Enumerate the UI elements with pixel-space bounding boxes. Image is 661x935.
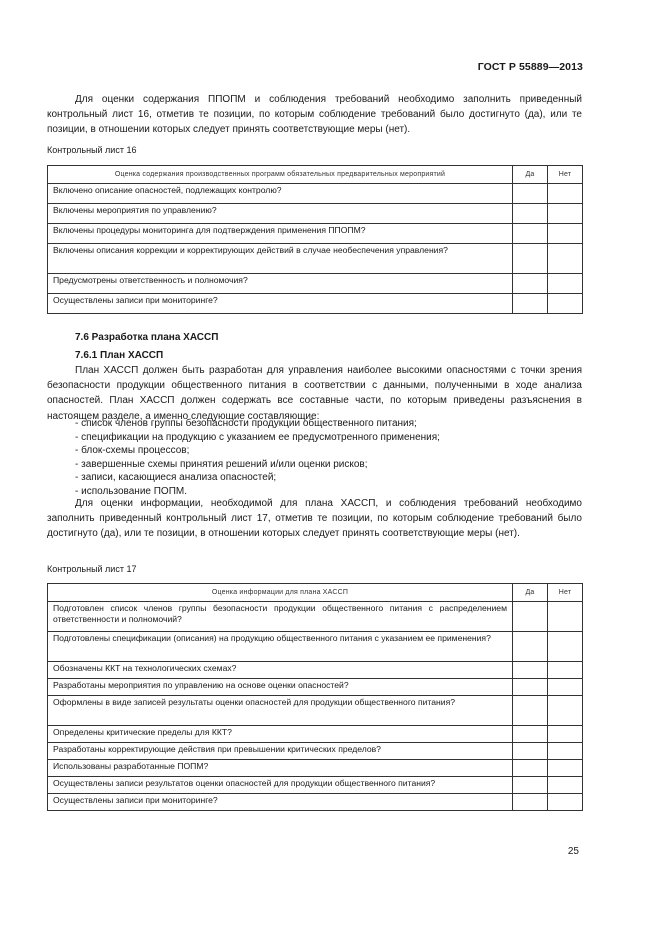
no-checkbox-cell[interactable] xyxy=(548,274,583,294)
column-header-criterion: Оценка содержания производственных программ обязательных предварительных мероприятий xyxy=(48,166,513,184)
no-checkbox-cell[interactable] xyxy=(548,244,583,274)
haccp-paragraph: План ХАССП должен быть разработан для управления наиболее высокими опасностями с точки зрения безопасности продукции общественного питания в соответствии с данными, полученными в ходе анализа опасностей. План ХАССП должен содержать все составные части, по которым приведены разъяснения в настоящем разделе, а именно следующие составляющие: xyxy=(47,365,582,422)
yes-checkbox-cell[interactable] xyxy=(513,204,548,224)
table-header-row xyxy=(48,584,583,602)
no-checkbox-cell[interactable] xyxy=(548,726,583,743)
question-cell: Подготовлены спецификации (описания) на продукцию общественного питания с указанием ее применения? xyxy=(48,632,513,662)
list-item: - блок-схемы процессов; xyxy=(75,444,580,458)
column-header-no: Нет xyxy=(548,166,583,184)
checklist16-caption: Контрольный лист 16 xyxy=(47,145,137,155)
column-header-criterion: Оценка информации для плана ХАССП xyxy=(48,584,513,602)
table-row xyxy=(48,696,583,726)
question-cell: Определены критические пределы для ККТ? xyxy=(48,726,513,743)
yes-checkbox-cell[interactable] xyxy=(513,760,548,777)
no-checkbox-cell[interactable] xyxy=(548,760,583,777)
no-checkbox-cell[interactable] xyxy=(548,294,583,314)
table-row xyxy=(48,274,583,294)
yes-checkbox-cell[interactable] xyxy=(513,777,548,794)
question-cell: Включены процедуры мониторинга для подтверждения применения ППОПМ? xyxy=(48,224,513,244)
no-checkbox-cell[interactable] xyxy=(548,184,583,204)
yes-checkbox-cell[interactable] xyxy=(513,794,548,811)
yes-checkbox-cell[interactable] xyxy=(513,662,548,679)
yes-checkbox-cell[interactable] xyxy=(513,244,548,274)
question-cell: Обозначены ККТ на технологических схемах? xyxy=(48,662,513,679)
question-cell: Включено описание опасностей, подлежащих контролю? xyxy=(48,184,513,204)
table-row xyxy=(48,184,583,204)
table-row xyxy=(48,794,583,811)
no-checkbox-cell[interactable] xyxy=(548,679,583,696)
yes-checkbox-cell[interactable] xyxy=(513,743,548,760)
no-checkbox-cell[interactable] xyxy=(548,204,583,224)
info-paragraph: Для оценки информации, необходимой для плана ХАССП, и соблюдения требований необходимо заполнить приведенный контрольный лист 17, отметив те позиции, по которым соблюдение требований было достигнуто (да), или те позиции, в отношении которых следует принять соответствующие меры (нет). xyxy=(47,498,582,540)
table-row xyxy=(48,244,583,274)
table-row xyxy=(48,294,583,314)
question-cell: Разработаны мероприятия по управлению на основе оценки опасностей? xyxy=(48,679,513,696)
column-header-yes: Да xyxy=(513,166,548,184)
yes-checkbox-cell[interactable] xyxy=(513,726,548,743)
no-checkbox-cell[interactable] xyxy=(548,662,583,679)
no-checkbox-cell[interactable] xyxy=(548,743,583,760)
table-row xyxy=(48,679,583,696)
question-cell: Осуществлены записи при мониторинге? xyxy=(48,794,513,811)
column-header-no: Нет xyxy=(548,584,583,602)
question-cell: Использованы разработанные ПОПМ? xyxy=(48,760,513,777)
table-row xyxy=(48,743,583,760)
no-checkbox-cell[interactable] xyxy=(548,632,583,662)
yes-checkbox-cell[interactable] xyxy=(513,679,548,696)
list-item: - завершенные схемы принятия решений и/или оценки рисков; xyxy=(75,458,580,472)
question-cell: Разработаны корректирующие действия при превышении критических пределов? xyxy=(48,743,513,760)
list-item: - записи, касающиеся анализа опасностей; xyxy=(75,471,580,485)
list-item: - список членов группы безопасности продукции общественного питания; xyxy=(75,417,580,431)
yes-checkbox-cell[interactable] xyxy=(513,274,548,294)
question-cell: Включены описания коррекции и корректирующих действий в случае необеспечения управления? xyxy=(48,244,513,274)
section-heading-7-6: 7.6 Разработка плана ХАССП xyxy=(75,332,219,343)
no-checkbox-cell[interactable] xyxy=(548,224,583,244)
yes-checkbox-cell[interactable] xyxy=(513,632,548,662)
question-cell: Оформлены в виде записей результаты оценки опасностей для продукции общественного питания? xyxy=(48,696,513,726)
table-row xyxy=(48,662,583,679)
intro-paragraph: Для оценки содержания ППОПМ и соблюдения требований необходимо заполнить приведенный контрольный лист 16, отметив те позиции, по которым соблюдение требований было достигнуто (да), или те позиции, в отношении которых следует принять соответствующие меры (нет). xyxy=(47,94,582,136)
table-row xyxy=(48,777,583,794)
column-header-yes: Да xyxy=(513,584,548,602)
section-heading-7-6-1: 7.6.1 План ХАССП xyxy=(75,350,164,361)
table-header-row xyxy=(48,166,583,184)
table-row xyxy=(48,726,583,743)
table-row xyxy=(48,224,583,244)
no-checkbox-cell[interactable] xyxy=(548,696,583,726)
yes-checkbox-cell[interactable] xyxy=(513,696,548,726)
question-cell: Предусмотрены ответственность и полномочия? xyxy=(48,274,513,294)
list-item: - использование ПОПМ. xyxy=(75,485,580,499)
haccp-components-list xyxy=(75,417,580,498)
no-checkbox-cell[interactable] xyxy=(548,794,583,811)
table-row xyxy=(48,602,583,632)
checklist17-table xyxy=(47,583,583,811)
yes-checkbox-cell[interactable] xyxy=(513,602,548,632)
table-row xyxy=(48,632,583,662)
list-item: - спецификации на продукцию с указанием ее предусмотренного применения; xyxy=(75,431,580,445)
question-cell: Осуществлены записи результатов оценки опасностей для продукции общественного питания? xyxy=(48,777,513,794)
no-checkbox-cell[interactable] xyxy=(548,602,583,632)
checklist17-caption: Контрольный лист 17 xyxy=(47,564,137,574)
document-code: ГОСТ Р 55889—2013 xyxy=(477,61,583,73)
no-checkbox-cell[interactable] xyxy=(548,777,583,794)
question-cell: Подготовлен список членов группы безопасности продукции общественного питания с распределением ответственности и полномочий? xyxy=(48,602,513,632)
question-cell: Включены мероприятия по управлению? xyxy=(48,204,513,224)
checklist16-table xyxy=(47,165,583,314)
yes-checkbox-cell[interactable] xyxy=(513,224,548,244)
table-row xyxy=(48,204,583,224)
yes-checkbox-cell[interactable] xyxy=(513,184,548,204)
question-cell: Осуществлены записи при мониторинге? xyxy=(48,294,513,314)
table-row xyxy=(48,760,583,777)
yes-checkbox-cell[interactable] xyxy=(513,294,548,314)
page-number: 25 xyxy=(567,846,579,857)
